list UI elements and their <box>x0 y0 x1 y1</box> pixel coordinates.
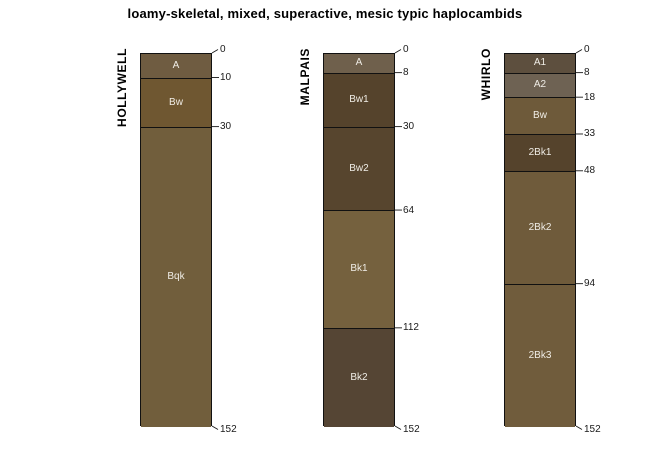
horizon-bw <box>505 98 575 135</box>
depth-tick-label: 152 <box>220 424 237 435</box>
depth-tick-label: 48 <box>584 165 596 177</box>
depth-tick-label: 8 <box>403 67 409 79</box>
horizon-2bk3 <box>505 285 575 427</box>
horizon-label: A2 <box>533 79 547 91</box>
horizon-label: Bw <box>169 96 183 108</box>
profile-id-hollywell: HOLLYWELL <box>115 48 129 127</box>
horizon-label: A <box>355 57 363 69</box>
horizon-label: 2Bk2 <box>528 221 552 233</box>
profile-column-whirlo <box>504 53 576 426</box>
horizon-label: Bqk <box>167 271 185 283</box>
depth-tick-label: 94 <box>584 278 596 290</box>
horizon-label: 2Bk3 <box>528 349 552 361</box>
depth-tick-label: 152 <box>403 424 420 435</box>
horizon-label: Bk1 <box>350 263 368 275</box>
depth-tick-label: 0 <box>403 44 409 55</box>
depth-tick-label: 8 <box>584 67 590 79</box>
page-title: loamy-skeletal, mixed, superactive, mesic typic haplocambids <box>127 6 523 21</box>
horizon-a <box>141 54 211 79</box>
horizon-bw1 <box>324 74 394 128</box>
profile-id-whirlo: WHIRLO <box>479 48 493 101</box>
horizon-bk2 <box>324 329 394 427</box>
horizon-label: Bw2 <box>349 162 369 174</box>
horizon-bw <box>141 79 211 128</box>
depth-tick-label: 112 <box>403 322 419 334</box>
depth-tick-label: 33 <box>584 128 596 140</box>
horizon-bqk <box>141 128 211 427</box>
depth-tick-label: 30 <box>220 121 232 133</box>
depth-tick-label: 18 <box>584 91 596 103</box>
horizon-label: A <box>172 59 180 71</box>
horizon-label: A1 <box>533 57 547 69</box>
depth-tick-label: 30 <box>403 121 415 133</box>
depth-tick-label: 152 <box>584 424 601 435</box>
horizon-label: Bw <box>533 110 547 122</box>
horizon-a1 <box>505 54 575 74</box>
horizon-bk1 <box>324 211 394 329</box>
depth-tick-label: 0 <box>584 44 590 55</box>
horizon-a <box>324 54 394 74</box>
depth-tick-label: 10 <box>220 72 232 84</box>
horizon-a2 <box>505 74 575 99</box>
horizon-bw2 <box>324 128 394 211</box>
horizon-2bk2 <box>505 172 575 285</box>
horizon-label: Bw1 <box>349 94 369 106</box>
horizon-label: Bk2 <box>350 371 368 383</box>
profile-column-hollywell <box>140 53 212 426</box>
profile-column-malpais <box>323 53 395 426</box>
profile-id-malpais: MALPAIS <box>298 48 312 106</box>
horizon-label: 2Bk1 <box>528 146 552 158</box>
depth-tick-label: 64 <box>403 204 415 216</box>
horizon-2bk1 <box>505 135 575 172</box>
depth-tick-label: 0 <box>220 44 226 55</box>
